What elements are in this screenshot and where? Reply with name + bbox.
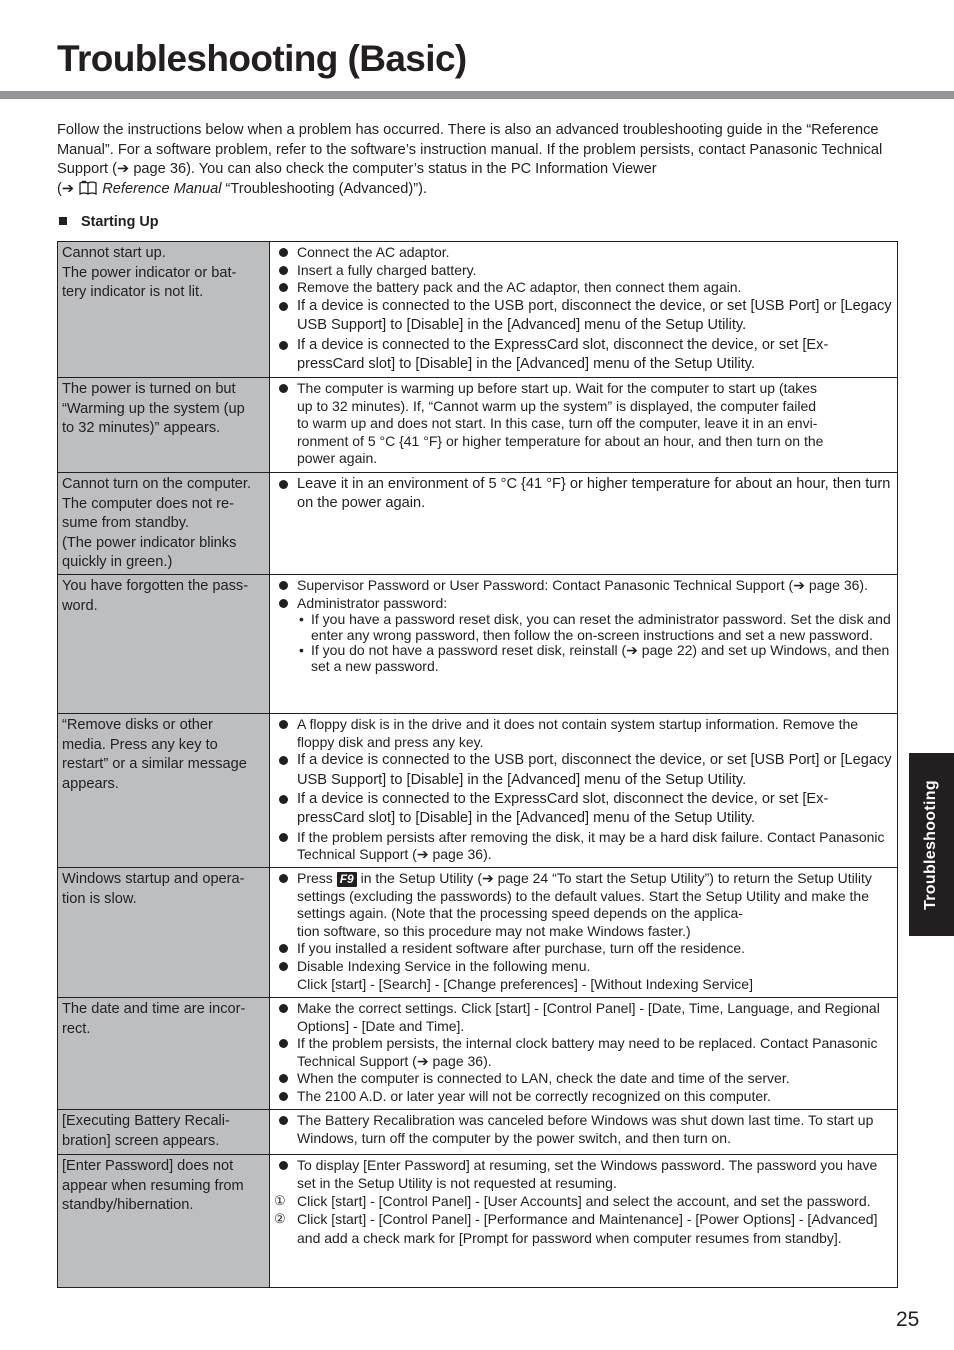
solution-cell <box>270 1155 898 1288</box>
arrow-right-icon: ➔ <box>416 1052 429 1069</box>
list-item: If a device is connected to the USB port, disconnect the device, or set [USB Port] or [Legacy USB Support] to [Disable] in the [Advanced] menu of the Setup Utility. <box>274 751 893 790</box>
list-item: The 2100 A.D. or later year will not be correctly recognized on this computer. <box>274 1088 893 1106</box>
intro-text: Follow the instructions below when a problem has occurred. There is also an advanced troubleshooting guide in the “Reference Manual”. For a software problem, refer to the software’s instruction manual. If the problem persists, contact Panasonic Technical Support ( <box>57 122 883 178</box>
solution-cell <box>270 473 898 575</box>
problem-cell: Windows startup and opera- tion is slow. <box>58 868 270 998</box>
numbered-step: ② Click [start] - [Control Panel] - [Performance and Maintenance] - [Power Options] - [Advanced] and add a check mark for [Prompt for password when computer resumes from standby]. <box>274 1211 878 1246</box>
numbered-step: ① Click [start] - [Control Panel] - [User Accounts] and select the account, and set the password. <box>274 1193 871 1210</box>
intro-open-paren: ( <box>57 180 62 197</box>
table-row <box>58 998 898 1110</box>
list-item: If a device is connected to the ExpressCard slot, disconnect the device, or set [Ex- pressCard slot] to [Disable] in the [Advanced] menu of the Setup Utility. <box>274 336 893 375</box>
list-item: If a device is connected to the ExpressCard slot, disconnect the device, or set [Ex- pressCard slot] to [Disable] in the [Advanced] menu of the Setup Utility. <box>274 790 893 829</box>
arrow-right-icon: ➔ <box>416 846 429 863</box>
reference-manual-link[interactable]: Reference Manual <box>102 180 222 197</box>
problem-cell: [Executing Battery Recali- bration] screen appears. <box>58 1110 270 1155</box>
sub-list-item: • If you have a password reset disk, you can reset the administrator password. Set the disk and enter any wrong password, then follow the on-screen instructions and set a new password. <box>297 612 893 643</box>
list-item: Insert a fully charged battery. <box>274 262 893 280</box>
list-item: A floppy disk is in the drive and it does not contain system startup information. Remove the floppy disk and press any key. <box>274 716 893 751</box>
solution-cell <box>270 714 898 868</box>
problem-cell: [Enter Password] does not appear when resuming from standby/hibernation. <box>58 1155 270 1288</box>
intro-page-ref: page 36). You can also check the computer’s status in the PC Information Viewer <box>129 161 657 178</box>
solution-cell <box>270 1110 898 1155</box>
side-tab-label: Troubleshooting <box>922 780 939 910</box>
list-item: Leave it in an environment of 5 °C {41 °F} or higher temperature for about an hour, then turn on the power again. <box>274 475 893 514</box>
list-item: The Battery Recalibration was canceled before Windows was shut down last time. To start up Windows, turn off the computer by the power switch, and then turn on. <box>274 1112 893 1147</box>
section-heading <box>57 214 159 230</box>
arrow-right-icon: ➔ <box>793 577 805 593</box>
list-item: The computer is warming up before start up. Wait for the computer to start up (takes up to 32 minutes). If, “Cannot warm up the system” is displayed, the computer failed to warm up and does not start. In this case, turn off the computer, leave it in an envi- ronment of 5 °C {41 °F} or higher temperature for about an hour, and then turn on the power again. <box>274 380 893 468</box>
table-row <box>58 378 898 473</box>
solution-cell <box>270 242 898 378</box>
square-bullet-icon <box>59 217 67 225</box>
f9-key-icon: F9 <box>337 872 357 887</box>
table-row <box>58 575 898 714</box>
table-row <box>58 473 898 575</box>
list-item: Supervisor Password or User Password: Contact Panasonic Technical Support (➔ page 36). <box>274 577 893 595</box>
list-item: Administrator password: • If you have a password reset disk, you can reset the administrator password. Set the disk and enter any wrong password, then follow the on-screen instructions and set a new password. • If you do not have a password reset disk, reinstall (➔ page 22) and set up Windows, and then set a new password. <box>274 595 893 675</box>
sub-list-item: • If you do not have a password reset disk, reinstall (➔ page 22) and set up Windows, and then set a new password. <box>297 643 893 674</box>
table-row <box>58 1110 898 1155</box>
problem-cell: The power is turned on but “Warming up the system (up to 32 minutes)” appears. <box>58 378 270 473</box>
section-side-tab <box>909 753 954 936</box>
list-item: Connect the AC adaptor. <box>274 244 893 262</box>
list-item: If the problem persists, the internal clock battery may need to be replaced. Contact Panasonic Technical Support (➔ page 36). <box>274 1035 893 1070</box>
arrow-right-icon: ➔ <box>117 161 130 178</box>
table-row <box>58 868 898 998</box>
arrow-right-icon: ➔ <box>481 870 494 886</box>
solution-cell <box>270 378 898 473</box>
solution-cell <box>270 575 898 714</box>
list-item: To display [Enter Password] at resuming, set the Windows password. The password you have set in the Setup Utility is not requested at resuming. ① Click [start] - [Control Panel] - [User Accounts] and select the account, and set the password. ② Click [start] - [Control Panel] - [Performance and Maintenance] - [Power Options] - [Advanced] and add a check mark for [Prompt for password when computer resumes from standby]. <box>274 1157 893 1247</box>
list-item: If a device is connected to the USB port, disconnect the device, or set [USB Port] or [Legacy USB Support] to [Disable] in the [Advanced] menu of the Setup Utility. <box>274 297 893 336</box>
list-item: Press F9 in the Setup Utility (➔ page 24 “To start the Setup Utility”) to return the Setup Utility settings (excluding the passwords) to the default values. Start the Setup Utility and make the settings again. (Note that the processing speed depends on the applica- tion software, so this procedure may not make Windows faster.) <box>274 870 893 940</box>
list-item: Make the correct settings. Click [start] - [Control Panel] - [Date, Time, Language, and Regional Options] - [Date and Time]. <box>274 1000 893 1035</box>
list-item: Remove the battery pack and the AC adaptor, then connect them again. <box>274 279 893 297</box>
solution-cell <box>270 868 898 998</box>
problem-cell: “Remove disks or other media. Press any key to restart” or a similar message appears. <box>58 714 270 868</box>
table-row <box>58 714 898 868</box>
arrow-right-icon: ➔ <box>626 642 638 659</box>
list-item: If the problem persists after removing the disk, it may be a hard disk failure. Contact Panasonic Technical Support (➔ page 36). <box>274 829 893 864</box>
table-row <box>58 1155 898 1288</box>
problem-cell: You have forgotten the pass- word. <box>58 575 270 714</box>
page-number: 25 <box>896 1308 920 1331</box>
problem-cell: Cannot start up. The power indicator or bat- tery indicator is not lit. <box>58 242 270 378</box>
title-rule <box>0 91 954 99</box>
list-item: If you installed a resident software after purchase, turn off the residence. <box>274 940 893 958</box>
troubleshooting-table <box>57 241 898 1288</box>
list-item: Disable Indexing Service in the following menu. Click [start] - [Search] - [Change preferences] - [Without Indexing Service] <box>274 958 893 993</box>
list-item: When the computer is connected to LAN, check the date and time of the server. <box>274 1070 893 1088</box>
section-title: Starting Up <box>81 214 159 230</box>
arrow-right-icon: ➔ <box>61 180 75 197</box>
intro-paragraph <box>57 121 899 199</box>
page-title: Troubleshooting (Basic) <box>57 38 467 79</box>
book-icon <box>78 180 98 196</box>
problem-cell: The date and time are incor- rect. <box>58 998 270 1110</box>
solution-cell <box>270 998 898 1110</box>
problem-cell: Cannot turn on the computer. The computer does not re- sume from standby. (The power indicator blinks quickly in green.) <box>58 473 270 575</box>
table-row <box>58 242 898 378</box>
intro-ref-topic: “Troubleshooting (Advanced)”). <box>221 180 427 197</box>
